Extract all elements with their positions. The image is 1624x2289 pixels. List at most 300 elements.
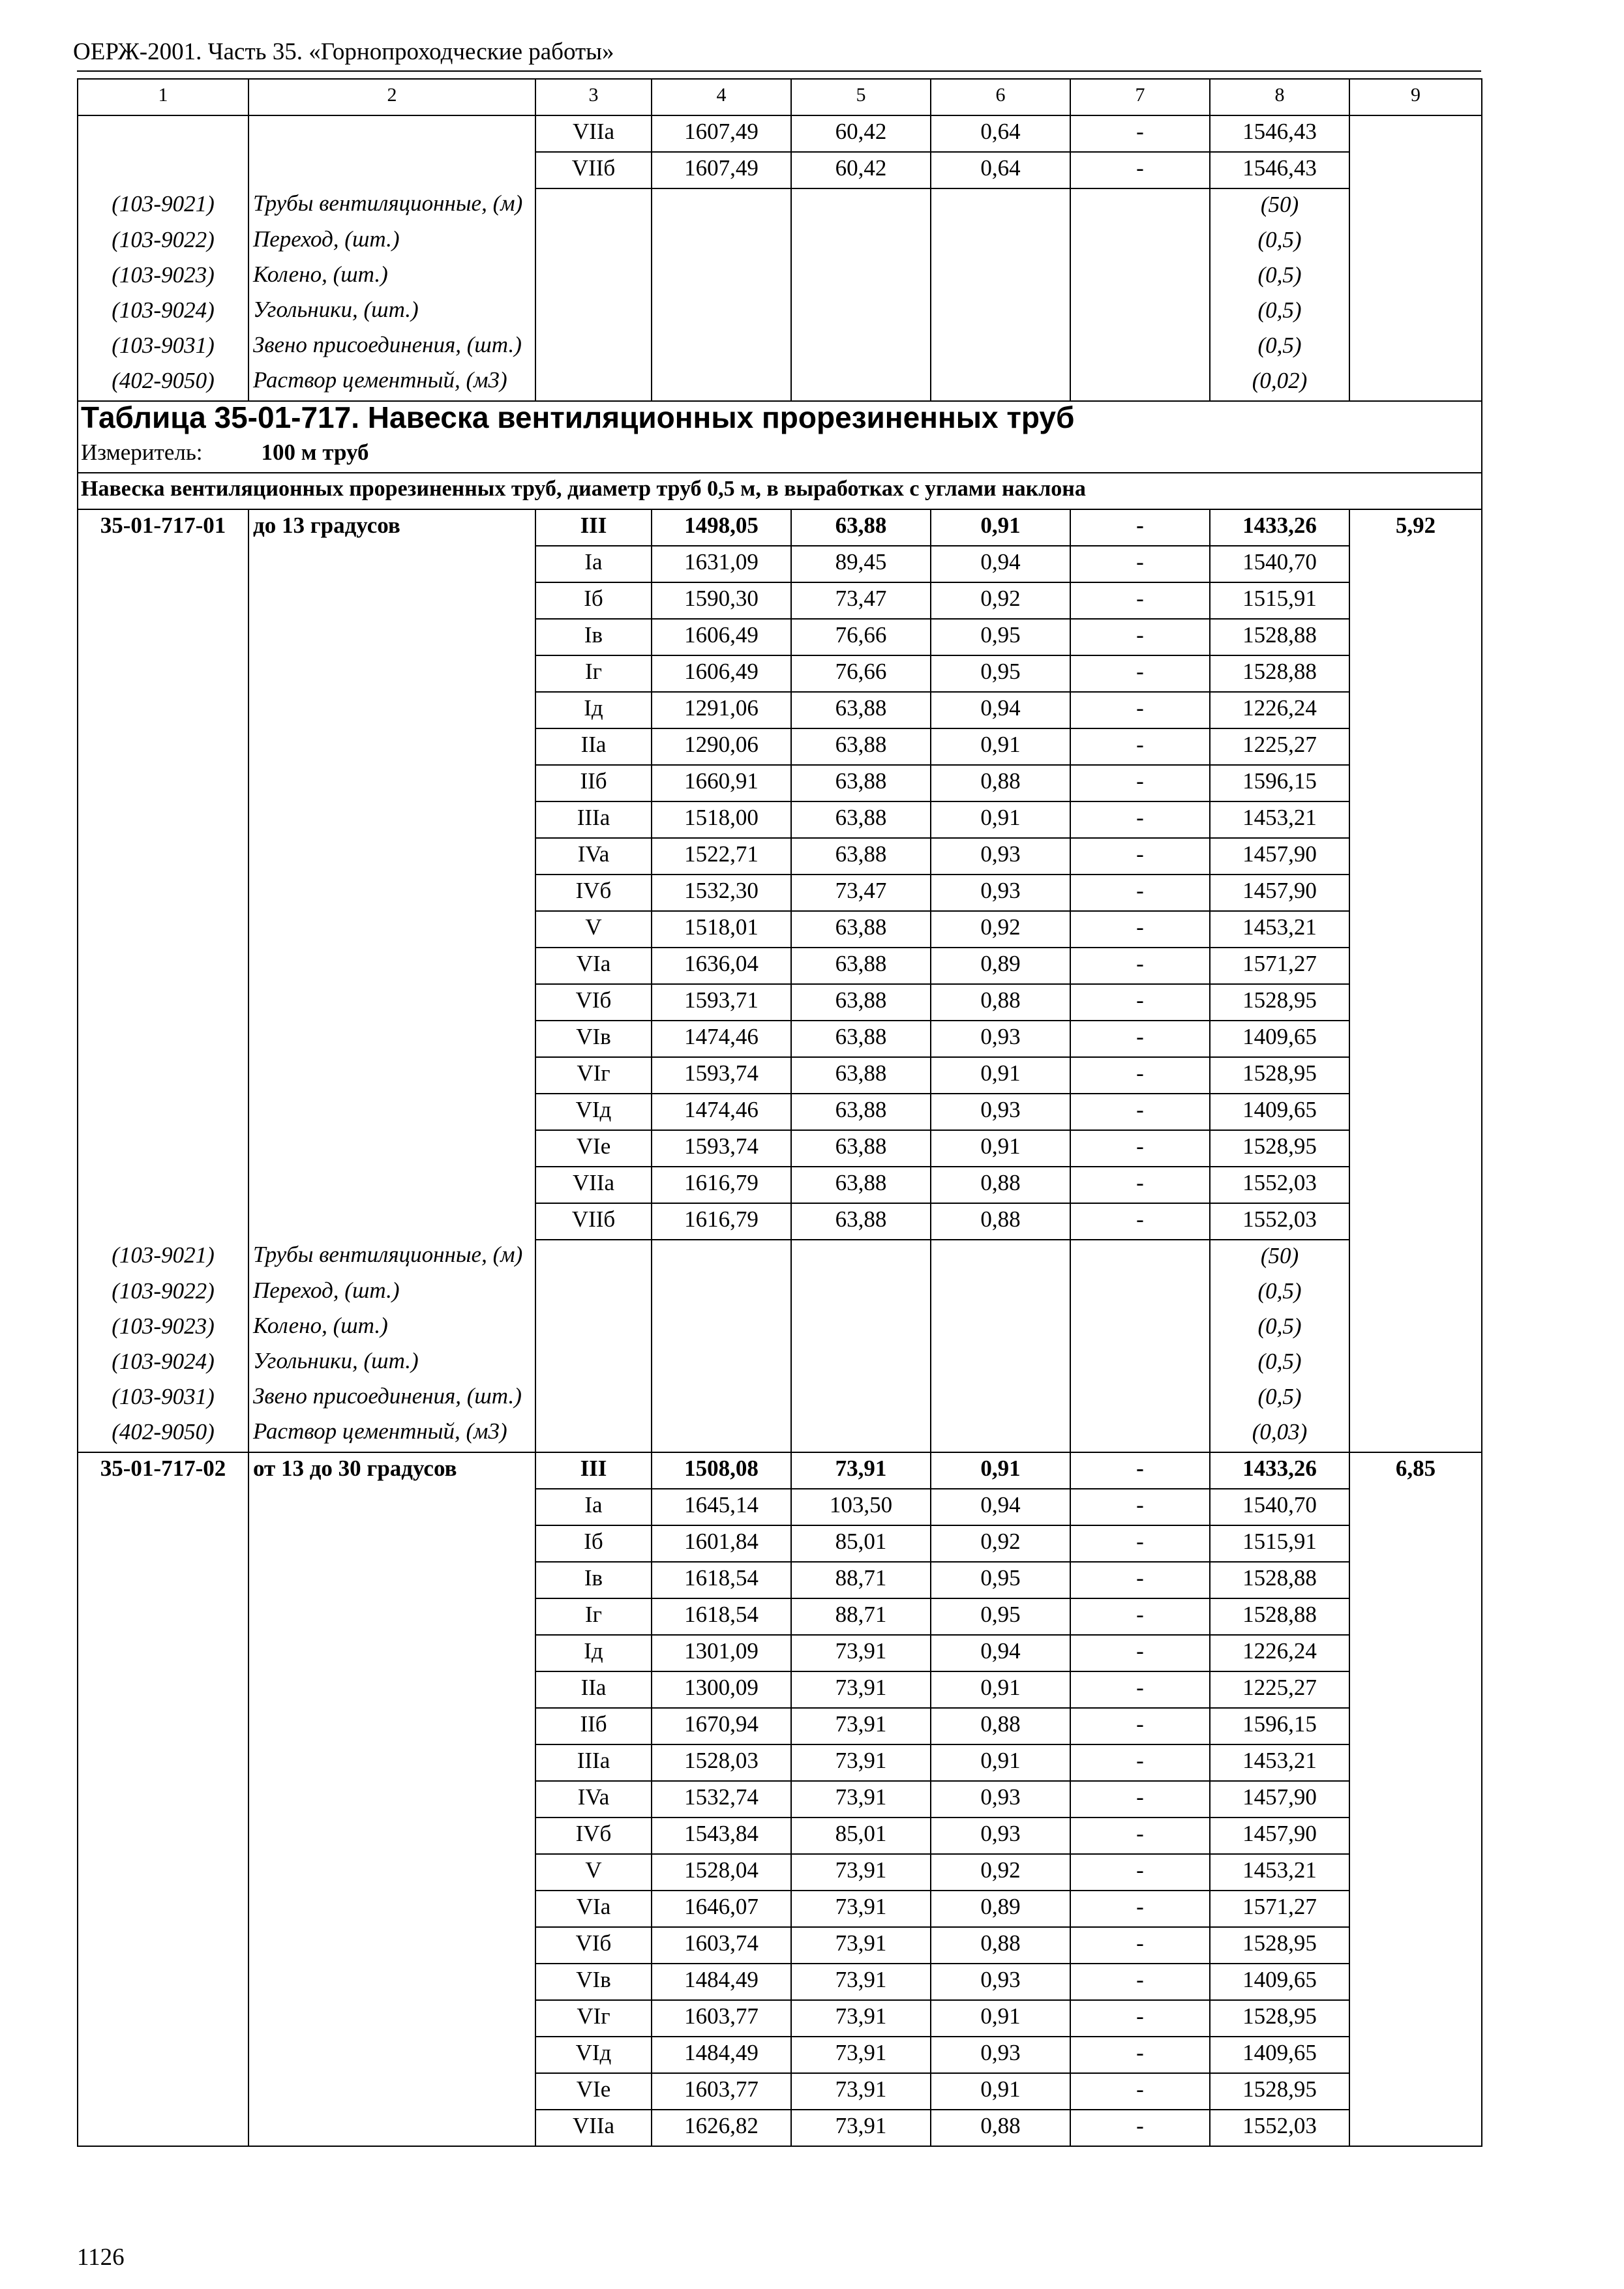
cell-c9 bbox=[1349, 838, 1482, 875]
empty-cell bbox=[1349, 1381, 1482, 1416]
empty-cell bbox=[791, 260, 931, 295]
cell-c8: 1457,90 bbox=[1210, 838, 1349, 875]
meter-row bbox=[78, 437, 1482, 473]
empty-cell bbox=[931, 1311, 1070, 1346]
row-code bbox=[78, 582, 248, 619]
cell-c4: 1603,77 bbox=[652, 2000, 791, 2037]
cell-c7: - bbox=[1070, 765, 1210, 801]
cell-cat: V bbox=[535, 911, 652, 948]
empty-cell bbox=[1070, 330, 1210, 365]
resource-code: (103-9031) bbox=[78, 330, 248, 365]
empty-cell bbox=[1070, 1240, 1210, 1276]
cell-c8: 1596,15 bbox=[1210, 765, 1349, 801]
cell-cat: VIг bbox=[535, 2000, 652, 2037]
cell-cat: VIe bbox=[535, 1130, 652, 1167]
meter-cell bbox=[78, 437, 1482, 473]
cell-cat: IIa bbox=[535, 728, 652, 765]
table-row bbox=[78, 1671, 1482, 1708]
table-row bbox=[78, 875, 1482, 911]
cell-c8: 1528,95 bbox=[1210, 2073, 1349, 2110]
table-row bbox=[78, 509, 1482, 546]
empty-cell bbox=[1070, 1276, 1210, 1311]
row-code bbox=[78, 1562, 248, 1598]
table-row bbox=[78, 838, 1482, 875]
row-code bbox=[78, 619, 248, 655]
cell-c4: 1484,49 bbox=[652, 2037, 791, 2073]
cell-cat: VIд bbox=[535, 1094, 652, 1130]
column-number: 4 bbox=[652, 79, 791, 115]
cell-c4: 1631,09 bbox=[652, 546, 791, 582]
empty-cell bbox=[1070, 295, 1210, 330]
cell-c7: - bbox=[1070, 1562, 1210, 1598]
row-code bbox=[78, 1818, 248, 1854]
cell-c7: - bbox=[1070, 911, 1210, 948]
empty-cell bbox=[1070, 224, 1210, 260]
cell-c7: - bbox=[1070, 2000, 1210, 2037]
empty-cell bbox=[931, 365, 1070, 401]
cell-cat: Iв bbox=[535, 619, 652, 655]
cell-c4: 1291,06 bbox=[652, 692, 791, 728]
empty-cell bbox=[1349, 1416, 1482, 1452]
cell-c7: - bbox=[1070, 1854, 1210, 1891]
cell-c5: 73,91 bbox=[791, 2000, 931, 2037]
resource-code: (103-9021) bbox=[78, 1240, 248, 1276]
table-row bbox=[78, 911, 1482, 948]
cell-c7: - bbox=[1070, 1167, 1210, 1203]
empty-cell bbox=[652, 1346, 791, 1381]
resource-value: (0,5) bbox=[1210, 1381, 1349, 1416]
row-code bbox=[78, 1708, 248, 1744]
cell-cat: VIб bbox=[535, 1927, 652, 1964]
cell-c6: 0,64 bbox=[931, 115, 1070, 152]
cell-c6: 0,88 bbox=[931, 984, 1070, 1021]
table-row bbox=[78, 2110, 1482, 2146]
cell-c7: - bbox=[1070, 1964, 1210, 2000]
cell-c7: - bbox=[1070, 1057, 1210, 1094]
cell-c6: 0,92 bbox=[931, 911, 1070, 948]
resource-value: (0,03) bbox=[1210, 1416, 1349, 1452]
cell-c6: 0,91 bbox=[931, 728, 1070, 765]
cell-c5: 63,88 bbox=[791, 728, 931, 765]
row-name bbox=[248, 1598, 535, 1635]
cell-c6: 0,91 bbox=[931, 509, 1070, 546]
row-name bbox=[248, 1671, 535, 1708]
row-code bbox=[78, 546, 248, 582]
cell-c9 bbox=[1349, 1818, 1482, 1854]
cell-c4: 1606,49 bbox=[652, 619, 791, 655]
cell-c5: 63,88 bbox=[791, 984, 931, 1021]
cell-c4: 1508,08 bbox=[652, 1452, 791, 1489]
cell-c6: 0,89 bbox=[931, 1891, 1070, 1927]
column-number: 5 bbox=[791, 79, 931, 115]
cell-c5: 76,66 bbox=[791, 655, 931, 692]
empty-cell bbox=[1349, 330, 1482, 365]
row-code bbox=[78, 1021, 248, 1057]
column-number: 8 bbox=[1210, 79, 1349, 115]
empty-cell bbox=[791, 1240, 931, 1276]
cell-c6: 0,95 bbox=[931, 655, 1070, 692]
row-name bbox=[248, 692, 535, 728]
row-code bbox=[78, 911, 248, 948]
cell-cat: VIa bbox=[535, 948, 652, 984]
cell-c8: 1453,21 bbox=[1210, 1744, 1349, 1781]
table-row bbox=[78, 1021, 1482, 1057]
cell-c9 bbox=[1349, 1927, 1482, 1964]
cell-c9 bbox=[1349, 582, 1482, 619]
cell-c8: 1546,43 bbox=[1210, 152, 1349, 188]
row-code bbox=[78, 1891, 248, 1927]
cell-c4: 1301,09 bbox=[652, 1635, 791, 1671]
resource-row bbox=[78, 188, 1482, 224]
cell-c6: 0,91 bbox=[931, 2073, 1070, 2110]
cell-c4: 1528,04 bbox=[652, 1854, 791, 1891]
cell-c6: 0,92 bbox=[931, 1525, 1070, 1562]
empty-cell bbox=[791, 1311, 931, 1346]
cell-c5: 76,66 bbox=[791, 619, 931, 655]
table-row bbox=[78, 115, 1482, 152]
empty-cell bbox=[791, 330, 931, 365]
table-row bbox=[78, 619, 1482, 655]
table-row bbox=[78, 1818, 1482, 1854]
row-code bbox=[78, 1927, 248, 1964]
cell-cat: VIIб bbox=[535, 152, 652, 188]
cell-c7: - bbox=[1070, 546, 1210, 582]
cell-c8: 1433,26 bbox=[1210, 1452, 1349, 1489]
resource-code: (103-9021) bbox=[78, 188, 248, 224]
cell-c4: 1646,07 bbox=[652, 1891, 791, 1927]
row-name bbox=[248, 1057, 535, 1094]
cell-c8: 1540,70 bbox=[1210, 546, 1349, 582]
cell-c8: 1515,91 bbox=[1210, 1525, 1349, 1562]
cell-c5: 88,71 bbox=[791, 1598, 931, 1635]
table-row bbox=[78, 765, 1482, 801]
table-row bbox=[78, 1635, 1482, 1671]
cell-cat: Ia bbox=[535, 546, 652, 582]
cell-c5: 63,88 bbox=[791, 838, 931, 875]
cell-c4: 1528,03 bbox=[652, 1744, 791, 1781]
cell-c8: 1453,21 bbox=[1210, 801, 1349, 838]
cell-c5: 85,01 bbox=[791, 1818, 931, 1854]
cell-c5: 73,91 bbox=[791, 2110, 931, 2146]
resource-code: (103-9023) bbox=[78, 1311, 248, 1346]
empty-cell bbox=[1349, 224, 1482, 260]
resource-row bbox=[78, 224, 1482, 260]
cell-c8: 1225,27 bbox=[1210, 1671, 1349, 1708]
cell-c9 bbox=[1349, 692, 1482, 728]
cell-c7: - bbox=[1070, 801, 1210, 838]
row-name bbox=[248, 1635, 535, 1671]
empty-cell bbox=[931, 1416, 1070, 1452]
empty-cell bbox=[535, 1381, 652, 1416]
cell-c4: 1300,09 bbox=[652, 1671, 791, 1708]
cell-c5: 63,88 bbox=[791, 911, 931, 948]
cell-c5: 63,88 bbox=[791, 765, 931, 801]
row-code bbox=[78, 2110, 248, 2146]
row-name bbox=[248, 875, 535, 911]
empty-cell bbox=[1070, 1346, 1210, 1381]
row-code bbox=[78, 1744, 248, 1781]
resource-value: (0,5) bbox=[1210, 260, 1349, 295]
table-row bbox=[78, 1203, 1482, 1240]
cell-cat: IVб bbox=[535, 875, 652, 911]
row-code bbox=[78, 1671, 248, 1708]
cell-c7: - bbox=[1070, 115, 1210, 152]
row-name bbox=[248, 765, 535, 801]
cell-c6: 0,91 bbox=[931, 1744, 1070, 1781]
cell-cat: VIIa bbox=[535, 1167, 652, 1203]
cell-c4: 1616,79 bbox=[652, 1203, 791, 1240]
cell-c6: 0,88 bbox=[931, 2110, 1070, 2146]
resource-code: (103-9023) bbox=[78, 260, 248, 295]
resource-code: (103-9031) bbox=[78, 1381, 248, 1416]
norms-table bbox=[77, 78, 1482, 2147]
row-code bbox=[78, 655, 248, 692]
empty-cell bbox=[535, 1346, 652, 1381]
cell-c9 bbox=[1349, 875, 1482, 911]
cell-c5: 63,88 bbox=[791, 1021, 931, 1057]
cell-cat: IVa bbox=[535, 1781, 652, 1818]
meter-label: Измеритель: bbox=[81, 440, 203, 465]
cell-c5: 73,91 bbox=[791, 1891, 931, 1927]
empty-cell bbox=[1349, 1276, 1482, 1311]
row-code bbox=[78, 1598, 248, 1635]
cell-c7: - bbox=[1070, 1781, 1210, 1818]
cell-c4: 1636,04 bbox=[652, 948, 791, 984]
cell-c9 bbox=[1349, 2037, 1482, 2073]
cell-c6: 0,88 bbox=[931, 1203, 1070, 1240]
row-name bbox=[248, 948, 535, 984]
resource-row bbox=[78, 365, 1482, 401]
empty-cell bbox=[1070, 188, 1210, 224]
row-code bbox=[78, 1781, 248, 1818]
cell-c9 bbox=[1349, 546, 1482, 582]
resource-name: Колено, (шт.) bbox=[248, 260, 535, 295]
row-name bbox=[248, 728, 535, 765]
row-code bbox=[78, 1525, 248, 1562]
table-row bbox=[78, 1562, 1482, 1598]
resource-value: (0,5) bbox=[1210, 224, 1349, 260]
cell-c4: 1593,71 bbox=[652, 984, 791, 1021]
resource-name: Раствор цементный, (м3) bbox=[248, 365, 535, 401]
table-row bbox=[78, 1167, 1482, 1203]
cell-c9: 6,85 bbox=[1349, 1452, 1482, 1489]
document-header: ОЕРЖ-2001. Часть 35. «Горнопроходческие работы» bbox=[73, 38, 614, 65]
empty-cell bbox=[535, 224, 652, 260]
row-name bbox=[248, 911, 535, 948]
empty-cell bbox=[652, 1276, 791, 1311]
cell-cat: IIб bbox=[535, 765, 652, 801]
empty-cell bbox=[652, 260, 791, 295]
empty-cell bbox=[931, 330, 1070, 365]
empty-cell bbox=[1349, 1240, 1482, 1276]
row-name bbox=[248, 1818, 535, 1854]
empty-cell bbox=[652, 365, 791, 401]
cell-c6: 0,93 bbox=[931, 875, 1070, 911]
cell-cat: III bbox=[535, 1452, 652, 1489]
resource-value: (0,5) bbox=[1210, 1311, 1349, 1346]
cell-cat: IIIa bbox=[535, 1744, 652, 1781]
empty-cell bbox=[931, 224, 1070, 260]
table-row bbox=[78, 1891, 1482, 1927]
cell-cat: V bbox=[535, 1854, 652, 1891]
cell-c7: - bbox=[1070, 509, 1210, 546]
row-name bbox=[248, 546, 535, 582]
resource-row bbox=[78, 1240, 1482, 1276]
cell-cat: IVб bbox=[535, 1818, 652, 1854]
row-name bbox=[248, 1167, 535, 1203]
cell-c6: 0,95 bbox=[931, 1562, 1070, 1598]
row-code bbox=[78, 115, 248, 152]
row-code bbox=[78, 875, 248, 911]
empty-cell bbox=[1070, 1381, 1210, 1416]
cell-c7: - bbox=[1070, 984, 1210, 1021]
cell-c9 bbox=[1349, 1598, 1482, 1635]
cell-c7: - bbox=[1070, 1927, 1210, 1964]
resource-row bbox=[78, 1311, 1482, 1346]
cell-c8: 1596,15 bbox=[1210, 1708, 1349, 1744]
empty-cell bbox=[652, 224, 791, 260]
cell-c9 bbox=[1349, 1744, 1482, 1781]
empty-cell bbox=[535, 188, 652, 224]
cell-c5: 103,50 bbox=[791, 1489, 931, 1525]
cell-cat: IVa bbox=[535, 838, 652, 875]
resource-code: (402-9050) bbox=[78, 365, 248, 401]
cell-c6: 0,95 bbox=[931, 1598, 1070, 1635]
cell-c9 bbox=[1349, 1021, 1482, 1057]
cell-c5: 85,01 bbox=[791, 1525, 931, 1562]
cell-c9 bbox=[1349, 1489, 1482, 1525]
row-name bbox=[248, 582, 535, 619]
empty-cell bbox=[931, 1381, 1070, 1416]
empty-cell bbox=[1349, 365, 1482, 401]
cell-c9 bbox=[1349, 984, 1482, 1021]
cell-cat: IIa bbox=[535, 1671, 652, 1708]
resource-row bbox=[78, 260, 1482, 295]
cell-c4: 1522,71 bbox=[652, 838, 791, 875]
cell-c8: 1528,88 bbox=[1210, 1598, 1349, 1635]
cell-c9 bbox=[1349, 801, 1482, 838]
resource-value: (50) bbox=[1210, 1240, 1349, 1276]
row-name bbox=[248, 2037, 535, 2073]
cell-c4: 1593,74 bbox=[652, 1130, 791, 1167]
row-code bbox=[78, 1094, 248, 1130]
resource-name: Трубы вентиляционные, (м) bbox=[248, 1240, 535, 1276]
cell-c5: 88,71 bbox=[791, 1562, 931, 1598]
table-body bbox=[78, 79, 1482, 2146]
cell-c4: 1603,77 bbox=[652, 2073, 791, 2110]
cell-cat: VIe bbox=[535, 2073, 652, 2110]
cell-c8: 1552,03 bbox=[1210, 1203, 1349, 1240]
resource-row bbox=[78, 1416, 1482, 1452]
column-number: 7 bbox=[1070, 79, 1210, 115]
cell-c8: 1457,90 bbox=[1210, 1781, 1349, 1818]
row-name bbox=[248, 1525, 535, 1562]
cell-c6: 0,93 bbox=[931, 838, 1070, 875]
table-row bbox=[78, 2073, 1482, 2110]
cell-c4: 1518,01 bbox=[652, 911, 791, 948]
cell-c4: 1618,54 bbox=[652, 1562, 791, 1598]
empty-cell bbox=[791, 1276, 931, 1311]
cell-c4: 1607,49 bbox=[652, 115, 791, 152]
cell-c9 bbox=[1349, 1891, 1482, 1927]
column-number: 9 bbox=[1349, 79, 1482, 115]
cell-c6: 0,64 bbox=[931, 152, 1070, 188]
cell-c8: 1453,21 bbox=[1210, 911, 1349, 948]
table-row bbox=[78, 1094, 1482, 1130]
cell-cat: IIIa bbox=[535, 801, 652, 838]
cell-cat: VIв bbox=[535, 1021, 652, 1057]
table-row bbox=[78, 1854, 1482, 1891]
cell-c9 bbox=[1349, 2110, 1482, 2146]
cell-c6: 0,91 bbox=[931, 1130, 1070, 1167]
cell-c7: - bbox=[1070, 1891, 1210, 1927]
empty-cell bbox=[931, 188, 1070, 224]
cell-c9 bbox=[1349, 1964, 1482, 2000]
cell-c5: 63,88 bbox=[791, 1130, 931, 1167]
cell-c8: 1552,03 bbox=[1210, 1167, 1349, 1203]
row-name: от 13 до 30 градусов bbox=[248, 1452, 535, 1489]
cell-c5: 73,91 bbox=[791, 2037, 931, 2073]
table-row bbox=[78, 2037, 1482, 2073]
row-name bbox=[248, 2000, 535, 2037]
table-title-row bbox=[78, 401, 1482, 437]
table-row bbox=[78, 582, 1482, 619]
resource-value: (0,5) bbox=[1210, 1346, 1349, 1381]
cell-c7: - bbox=[1070, 1598, 1210, 1635]
row-code bbox=[78, 2073, 248, 2110]
cell-c5: 73,47 bbox=[791, 582, 931, 619]
empty-cell bbox=[1349, 295, 1482, 330]
table-row bbox=[78, 1057, 1482, 1094]
cell-c8: 1453,21 bbox=[1210, 1854, 1349, 1891]
resource-row bbox=[78, 1276, 1482, 1311]
empty-cell bbox=[652, 1311, 791, 1346]
cell-c8: 1457,90 bbox=[1210, 1818, 1349, 1854]
row-code bbox=[78, 1203, 248, 1240]
column-number: 2 bbox=[248, 79, 535, 115]
empty-cell bbox=[791, 1346, 931, 1381]
cell-c9 bbox=[1349, 1671, 1482, 1708]
cell-c7: - bbox=[1070, 1489, 1210, 1525]
cell-c5: 63,88 bbox=[791, 1057, 931, 1094]
cell-c7: - bbox=[1070, 655, 1210, 692]
row-name bbox=[248, 115, 535, 152]
cell-c6: 0,91 bbox=[931, 801, 1070, 838]
resource-name: Звено присоединения, (шт.) bbox=[248, 330, 535, 365]
resource-value: (0,02) bbox=[1210, 365, 1349, 401]
cell-c8: 1409,65 bbox=[1210, 1021, 1349, 1057]
table-row bbox=[78, 655, 1482, 692]
cell-c6: 0,93 bbox=[931, 1964, 1070, 2000]
cell-cat: VIб bbox=[535, 984, 652, 1021]
cell-c6: 0,91 bbox=[931, 1671, 1070, 1708]
resource-value: (0,5) bbox=[1210, 295, 1349, 330]
cell-c9 bbox=[1349, 1854, 1482, 1891]
row-name bbox=[248, 619, 535, 655]
row-name bbox=[248, 1562, 535, 1598]
row-name bbox=[248, 655, 535, 692]
row-name bbox=[248, 1891, 535, 1927]
table-row bbox=[78, 1781, 1482, 1818]
cell-c7: - bbox=[1070, 1818, 1210, 1854]
cell-c5: 63,88 bbox=[791, 692, 931, 728]
cell-c9 bbox=[1349, 1781, 1482, 1818]
row-name bbox=[248, 1489, 535, 1525]
cell-c5: 73,91 bbox=[791, 1964, 931, 2000]
cell-c8: 1571,27 bbox=[1210, 1891, 1349, 1927]
resource-value: (0,5) bbox=[1210, 1276, 1349, 1311]
empty-cell bbox=[931, 1240, 1070, 1276]
